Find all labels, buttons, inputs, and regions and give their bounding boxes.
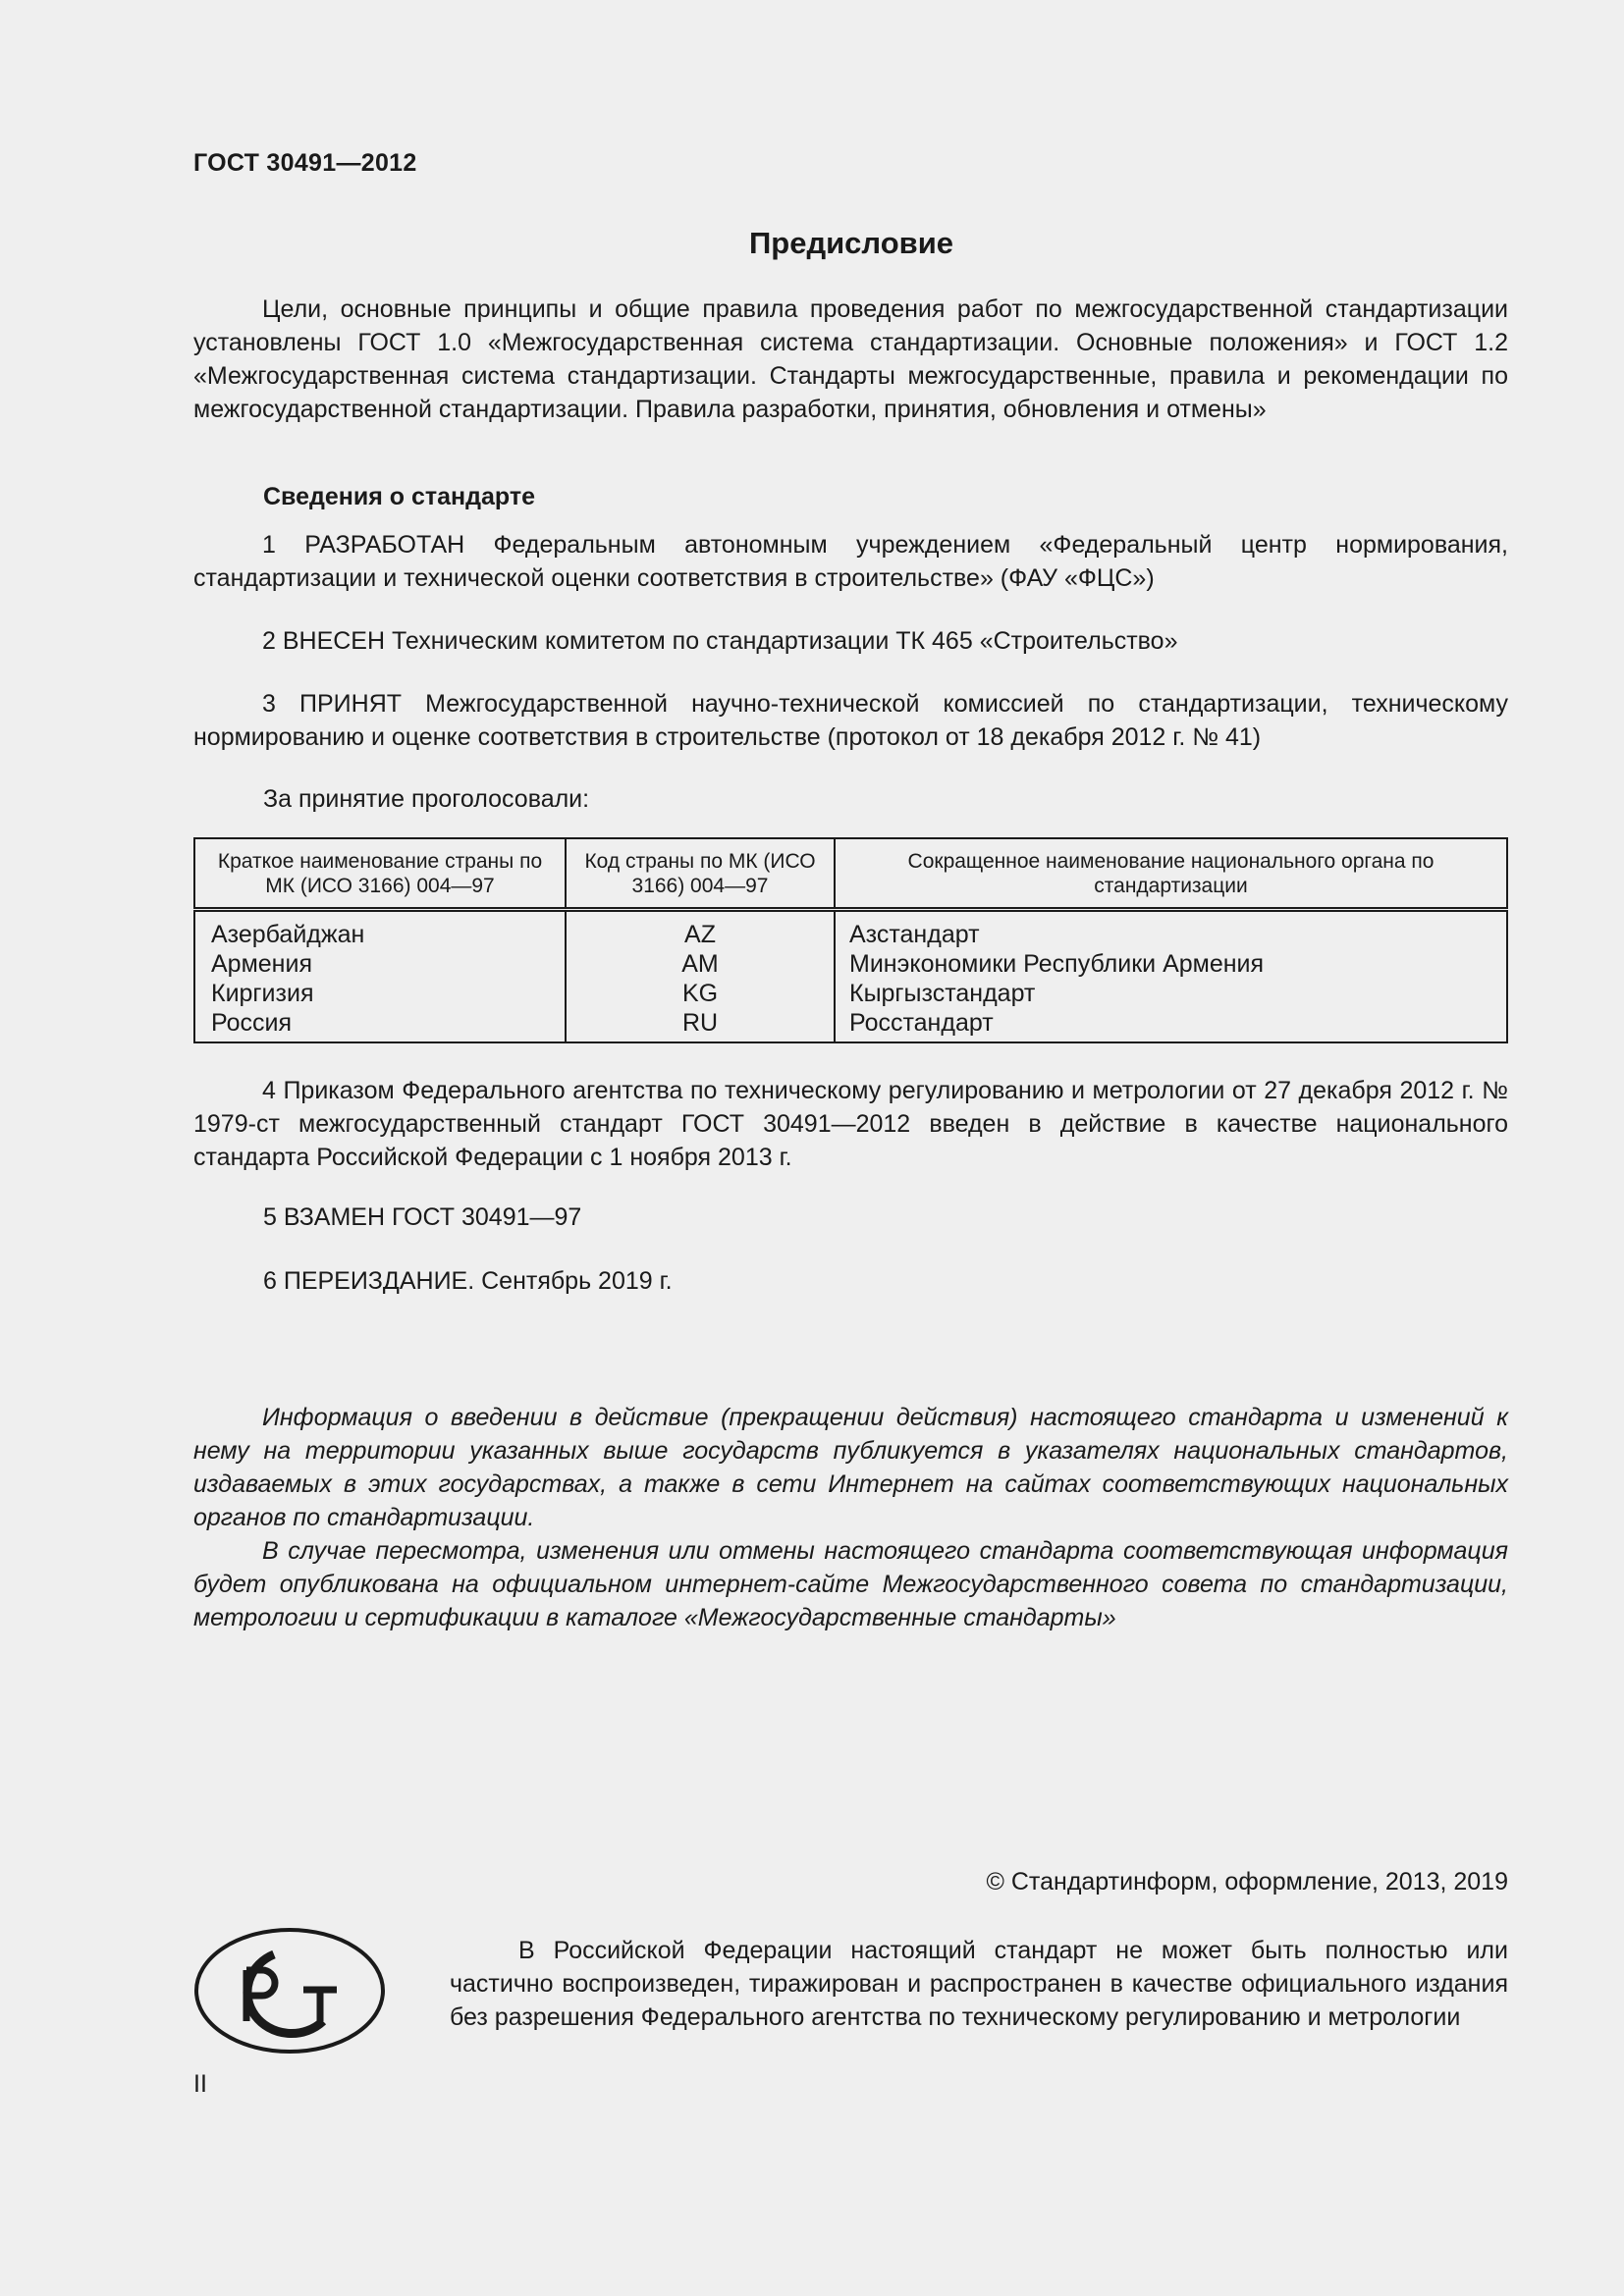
code-cell	[566, 910, 835, 1043]
national-body: Азстандарт	[849, 921, 980, 948]
voted-label: За принятие проголосовали:	[263, 785, 590, 813]
country-code: RU	[681, 1009, 719, 1037]
column-header-country: Краткое наименование страны по МК (ИСО 3166) 004—97	[194, 838, 566, 910]
intro-paragraph	[193, 293, 1508, 426]
national-body: Минэкономики Республики Армения	[849, 950, 1265, 978]
country-name: Армения	[211, 950, 312, 978]
item-2-text: 2 ВНЕСЕН Техническим комитетом по стандартизации ТК 465 «Строительство»	[262, 627, 1178, 655]
body-cell	[835, 910, 1507, 1043]
intro-text: Цели, основные принципы и общие правила проведения работ по межгосударственной стандартизации установлены ГОСТ 1.0 «Межгосударственная система стандартизации. Основные положения» и ГОСТ 1.2 «Межгосударственная система стандартизации. Стандарты межгосударственные, правила и рекомендации по межгосударственной стандартизации. Правила разработки, принятия, обновления и отмены»	[193, 295, 1508, 423]
item-3	[193, 687, 1508, 754]
country-code: AM	[681, 950, 719, 978]
table-row	[194, 910, 1507, 1043]
page-number: II	[193, 2070, 207, 2098]
notice-paragraph-2: В случае пересмотра, изменения или отмены настоящего стандарта соответствующая информация будет опубликована на официальном интернет-сайте Межгосударственного совета по стандартизации, метрологии и сертификации в каталоге «Межгосударственные стандарты»	[193, 1537, 1508, 1631]
item-4	[193, 1074, 1508, 1174]
standard-info-heading: Сведения о стандарте	[263, 483, 536, 510]
country-code: AZ	[684, 921, 716, 948]
item-1-text: 1 РАЗРАБОТАН Федеральным автономным учреждением «Федеральный центр нормирования, стандартизации и технической оценки соответствия в строительстве» (ФАУ «ФЦС»)	[193, 531, 1508, 592]
document-code-header: ГОСТ 30491—2012	[193, 149, 417, 177]
page-title: Предисловие	[748, 226, 953, 260]
rst-certification-mark-icon	[193, 1927, 386, 2059]
reproduction-notice-text: В Российской Федерации настоящий стандарт не может быть полностью или частично воспроизведен, тиражирован и распространен в качестве официального издания без разрешения Федерального агентства по техническому регулированию и метрологии	[450, 1937, 1508, 2031]
reproduction-notice	[450, 1934, 1508, 2034]
item-1	[193, 528, 1508, 595]
column-header-body: Сокращенное наименование национального органа по стандартизации	[835, 838, 1507, 910]
notice-block	[193, 1401, 1508, 1634]
copyright-line: © Стандартинформ, оформление, 2013, 2019	[986, 1868, 1508, 1896]
country-name: Азербайджан	[211, 921, 365, 948]
item-5: 5 ВЗАМЕН ГОСТ 30491—97	[263, 1203, 582, 1231]
country-name: Киргизия	[211, 980, 314, 1007]
voting-countries-table	[193, 837, 1508, 1043]
country-code: KG	[681, 980, 719, 1007]
national-body: Кыргызстандарт	[849, 980, 1036, 1007]
country-name: Россия	[211, 1009, 292, 1037]
item-2	[193, 624, 1508, 658]
national-body: Росстандарт	[849, 1009, 994, 1037]
item-6: 6 ПЕРЕИЗДАНИЕ. Сентябрь 2019 г.	[263, 1267, 673, 1295]
item-4-text: 4 Приказом Федерального агентства по техническому регулированию и метрологии от 27 декабря 2012 г. № 1979-ст межгосударственный стандарт ГОСТ 30491—2012 введен в действие в качестве национального стандарта Российской Федерации с 1 ноября 2013 г.	[193, 1077, 1508, 1171]
item-3-text: 3 ПРИНЯТ Межгосударственной научно-технической комиссией по стандартизации, техническому нормированию и оценке соответствия в строительстве (протокол от 18 декабря 2012 г. № 41)	[193, 690, 1508, 751]
country-cell	[194, 910, 566, 1043]
notice-paragraph-1: Информация о введении в действие (прекращении действия) настоящего стандарта и изменений к нему на территории указанных выше государств публикуется в указателях национальных стандартов, издаваемых в этих государствах, а также в сети Интернет на сайтах соответствующих национальных органов по стандартизации.	[193, 1404, 1508, 1531]
table-header-row	[194, 838, 1507, 910]
column-header-code: Код страны по МК (ИСО 3166) 004—97	[566, 838, 835, 910]
